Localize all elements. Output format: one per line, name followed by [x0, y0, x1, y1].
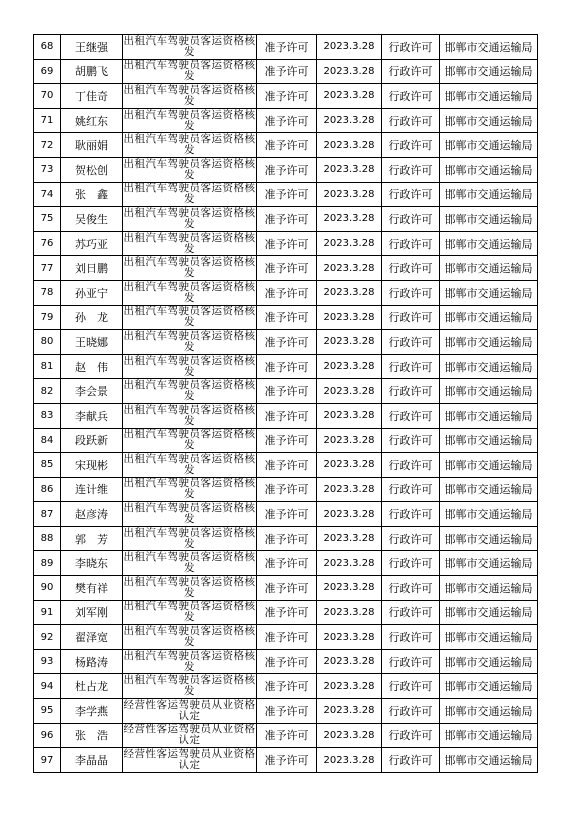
- decision-date-cell: 2023.3.28: [317, 207, 382, 232]
- authority-cell: 邯郸市交通运输局: [440, 133, 538, 158]
- category-cell: 行政许可: [382, 84, 440, 109]
- permit-item-cell: 出租汽车驾驶员客运资格核发: [123, 305, 256, 329]
- decision-type-cell: 准予许可: [257, 305, 317, 330]
- table-row: [34, 133, 538, 158]
- authority-cell: 邯郸市交通运输局: [440, 379, 538, 404]
- table-row: [34, 526, 538, 551]
- permit-item-cell: 出租汽车驾驶员客运资格核发: [123, 108, 256, 132]
- permit-item-cell: 出租汽车驾驶员客运资格核发: [123, 575, 256, 599]
- applicant-name-cell: 姚红东: [61, 108, 123, 133]
- permit-item-cell: 出租汽车驾驶员客运资格核发: [123, 157, 256, 181]
- permit-item-cell: 出租汽车驾驶员客运资格核发: [123, 600, 256, 624]
- row-number-cell: 82: [34, 379, 61, 404]
- row-number-cell: 84: [34, 428, 61, 453]
- category-cell: 行政许可: [382, 748, 440, 773]
- decision-date-cell: 2023.3.28: [317, 231, 382, 256]
- applicant-name-cell: 张 浩: [61, 723, 123, 748]
- authority-cell: 邯郸市交通运输局: [440, 453, 538, 478]
- authority-cell: 邯郸市交通运输局: [440, 108, 538, 133]
- decision-date-cell: 2023.3.28: [317, 35, 382, 60]
- authority-cell: 邯郸市交通运输局: [440, 35, 538, 60]
- category-cell: 行政许可: [382, 526, 440, 551]
- decision-type-cell: 准予许可: [257, 280, 317, 305]
- decision-date-cell: 2023.3.28: [317, 59, 382, 84]
- table-row: [34, 428, 538, 453]
- row-number-cell: 69: [34, 59, 61, 84]
- applicant-name-cell: 苏巧亚: [61, 231, 123, 256]
- decision-type-cell: 准予许可: [257, 428, 317, 453]
- applicant-name-cell: 樊有祥: [61, 576, 123, 601]
- permit-item-cell: 出租汽车驾驶员客运资格核发: [123, 231, 256, 255]
- decision-type-cell: 准予许可: [257, 748, 317, 773]
- applicant-name-cell: 宋现彬: [61, 453, 123, 478]
- category-cell: 行政许可: [382, 256, 440, 281]
- table-row: [34, 280, 538, 305]
- table-row: [34, 231, 538, 256]
- row-number-cell: 94: [34, 674, 61, 699]
- authority-cell: 邯郸市交通运输局: [440, 699, 538, 724]
- applicant-name-cell: 贺松创: [61, 157, 123, 182]
- applicant-name-cell: 刘军刚: [61, 600, 123, 625]
- category-cell: 行政许可: [382, 280, 440, 305]
- decision-type-cell: 准予许可: [257, 157, 317, 182]
- applicant-name-cell: 李晓东: [61, 551, 123, 576]
- decision-date-cell: 2023.3.28: [317, 576, 382, 601]
- authority-cell: 邯郸市交通运输局: [440, 403, 538, 428]
- category-cell: 行政许可: [382, 576, 440, 601]
- decision-type-cell: 准予许可: [257, 526, 317, 551]
- row-number-cell: 79: [34, 305, 61, 330]
- permit-item-cell: 出租汽车驾驶员客运资格核发: [123, 329, 256, 353]
- row-number-cell: 77: [34, 256, 61, 281]
- applicant-name-cell: 李晶晶: [61, 748, 123, 773]
- applicant-name-cell: 李会景: [61, 379, 123, 404]
- applicant-name-cell: 连计维: [61, 477, 123, 502]
- decision-type-cell: 准予许可: [257, 108, 317, 133]
- row-number-cell: 78: [34, 280, 61, 305]
- category-cell: 行政许可: [382, 699, 440, 724]
- decision-type-cell: 准予许可: [257, 649, 317, 674]
- authority-cell: 邯郸市交通运输局: [440, 502, 538, 527]
- decision-date-cell: 2023.3.28: [317, 403, 382, 428]
- decision-type-cell: 准予许可: [257, 330, 317, 355]
- row-number-cell: 80: [34, 330, 61, 355]
- decision-type-cell: 准予许可: [257, 600, 317, 625]
- decision-type-cell: 准予许可: [257, 576, 317, 601]
- authority-cell: 邯郸市交通运输局: [440, 723, 538, 748]
- decision-type-cell: 准予许可: [257, 207, 317, 232]
- decision-type-cell: 准予许可: [257, 403, 317, 428]
- table-row: [34, 748, 538, 773]
- decision-date-cell: 2023.3.28: [317, 428, 382, 453]
- authority-cell: 邯郸市交通运输局: [440, 428, 538, 453]
- table-row: [34, 453, 538, 478]
- decision-date-cell: 2023.3.28: [317, 330, 382, 355]
- category-cell: 行政许可: [382, 674, 440, 699]
- decision-type-cell: 准予许可: [257, 674, 317, 699]
- decision-type-cell: 准予许可: [257, 59, 317, 84]
- decision-date-cell: 2023.3.28: [317, 133, 382, 158]
- permit-item-cell: 出租汽车驾驶员客运资格核发: [123, 280, 256, 304]
- authority-cell: 邯郸市交通运输局: [440, 649, 538, 674]
- authority-cell: 邯郸市交通运输局: [440, 576, 538, 601]
- authority-cell: 邯郸市交通运输局: [440, 477, 538, 502]
- decision-date-cell: 2023.3.28: [317, 526, 382, 551]
- decision-date-cell: 2023.3.28: [317, 748, 382, 773]
- row-number-cell: 93: [34, 649, 61, 674]
- authority-cell: 邯郸市交通运输局: [440, 305, 538, 330]
- decision-type-cell: 准予许可: [257, 84, 317, 109]
- category-cell: 行政许可: [382, 477, 440, 502]
- authority-cell: 邯郸市交通运输局: [440, 182, 538, 207]
- applicant-name-cell: 吴俊生: [61, 207, 123, 232]
- permit-item-cell: 出租汽车驾驶员客运资格核发: [123, 452, 256, 476]
- decision-type-cell: 准予许可: [257, 625, 317, 650]
- row-number-cell: 97: [34, 748, 61, 773]
- applicant-name-cell: 丁佳奇: [61, 84, 123, 109]
- table-row: [34, 699, 538, 724]
- decision-date-cell: 2023.3.28: [317, 84, 382, 109]
- category-cell: 行政许可: [382, 403, 440, 428]
- table-row: [34, 379, 538, 404]
- permit-item-cell: 经营性客运驾驶员从业资格认定: [123, 698, 256, 722]
- permit-item-cell: 出租汽车驾驶员客运资格核发: [123, 34, 256, 58]
- applicant-name-cell: 王继强: [61, 35, 123, 60]
- authority-cell: 邯郸市交通运输局: [440, 330, 538, 355]
- table-row: [34, 649, 538, 674]
- decision-type-cell: 准予许可: [257, 35, 317, 60]
- applicant-name-cell: 耿丽娟: [61, 133, 123, 158]
- applicant-name-cell: 郭 芳: [61, 526, 123, 551]
- applicant-name-cell: 杜占龙: [61, 674, 123, 699]
- permit-list-sheet: [33, 34, 537, 773]
- row-number-cell: 73: [34, 157, 61, 182]
- row-number-cell: 85: [34, 453, 61, 478]
- permit-item-cell: 出租汽车驾驶员客运资格核发: [123, 674, 256, 698]
- permit-table-body: [34, 35, 538, 773]
- category-cell: 行政许可: [382, 354, 440, 379]
- authority-cell: 邯郸市交通运输局: [440, 256, 538, 281]
- category-cell: 行政许可: [382, 108, 440, 133]
- row-number-cell: 83: [34, 403, 61, 428]
- row-number-cell: 71: [34, 108, 61, 133]
- applicant-name-cell: 胡鹏飞: [61, 59, 123, 84]
- category-cell: 行政许可: [382, 207, 440, 232]
- table-row: [34, 576, 538, 601]
- table-row: [34, 256, 538, 281]
- decision-date-cell: 2023.3.28: [317, 453, 382, 478]
- row-number-cell: 90: [34, 576, 61, 601]
- category-cell: 行政许可: [382, 649, 440, 674]
- authority-cell: 邯郸市交通运输局: [440, 157, 538, 182]
- category-cell: 行政许可: [382, 182, 440, 207]
- category-cell: 行政许可: [382, 59, 440, 84]
- row-number-cell: 70: [34, 84, 61, 109]
- permit-item-cell: 经营性客运驾驶员从业资格认定: [123, 748, 256, 772]
- row-number-cell: 89: [34, 551, 61, 576]
- authority-cell: 邯郸市交通运输局: [440, 231, 538, 256]
- row-number-cell: 95: [34, 699, 61, 724]
- decision-type-cell: 准予许可: [257, 477, 317, 502]
- authority-cell: 邯郸市交通运输局: [440, 354, 538, 379]
- applicant-name-cell: 赵彦涛: [61, 502, 123, 527]
- category-cell: 行政许可: [382, 305, 440, 330]
- category-cell: 行政许可: [382, 625, 440, 650]
- decision-type-cell: 准予许可: [257, 354, 317, 379]
- authority-cell: 邯郸市交通运输局: [440, 748, 538, 773]
- table-row: [34, 477, 538, 502]
- table-row: [34, 108, 538, 133]
- applicant-name-cell: 翟泽宽: [61, 625, 123, 650]
- authority-cell: 邯郸市交通运输局: [440, 600, 538, 625]
- permit-item-cell: 出租汽车驾驶员客运资格核发: [123, 379, 256, 403]
- decision-date-cell: 2023.3.28: [317, 182, 382, 207]
- table-row: [34, 723, 538, 748]
- permit-item-cell: 出租汽车驾驶员客运资格核发: [123, 256, 256, 280]
- decision-type-cell: 准予许可: [257, 231, 317, 256]
- category-cell: 行政许可: [382, 428, 440, 453]
- decision-date-cell: 2023.3.28: [317, 674, 382, 699]
- authority-cell: 邯郸市交通运输局: [440, 59, 538, 84]
- table-row: [34, 354, 538, 379]
- table-row: [34, 84, 538, 109]
- table-row: [34, 182, 538, 207]
- row-number-cell: 68: [34, 35, 61, 60]
- authority-cell: 邯郸市交通运输局: [440, 526, 538, 551]
- decision-date-cell: 2023.3.28: [317, 354, 382, 379]
- decision-date-cell: 2023.3.28: [317, 649, 382, 674]
- row-number-cell: 75: [34, 207, 61, 232]
- authority-cell: 邯郸市交通运输局: [440, 625, 538, 650]
- decision-date-cell: 2023.3.28: [317, 699, 382, 724]
- permit-item-cell: 出租汽车驾驶员客运资格核发: [123, 59, 256, 83]
- category-cell: 行政许可: [382, 453, 440, 478]
- applicant-name-cell: 李献兵: [61, 403, 123, 428]
- decision-date-cell: 2023.3.28: [317, 280, 382, 305]
- authority-cell: 邯郸市交通运输局: [440, 551, 538, 576]
- decision-type-cell: 准予许可: [257, 133, 317, 158]
- table-row: [34, 330, 538, 355]
- permit-item-cell: 出租汽车驾驶员客运资格核发: [123, 502, 256, 526]
- authority-cell: 邯郸市交通运输局: [440, 674, 538, 699]
- permit-item-cell: 出租汽车驾驶员客运资格核发: [123, 182, 256, 206]
- table-row: [34, 305, 538, 330]
- decision-date-cell: 2023.3.28: [317, 723, 382, 748]
- decision-date-cell: 2023.3.28: [317, 256, 382, 281]
- category-cell: 行政许可: [382, 502, 440, 527]
- permit-item-cell: 出租汽车驾驶员客运资格核发: [123, 403, 256, 427]
- permit-item-cell: 出租汽车驾驶员客运资格核发: [123, 83, 256, 107]
- applicant-name-cell: 赵 伟: [61, 354, 123, 379]
- category-cell: 行政许可: [382, 157, 440, 182]
- category-cell: 行政许可: [382, 723, 440, 748]
- decision-date-cell: 2023.3.28: [317, 600, 382, 625]
- authority-cell: 邯郸市交通运输局: [440, 280, 538, 305]
- decision-date-cell: 2023.3.28: [317, 305, 382, 330]
- decision-date-cell: 2023.3.28: [317, 551, 382, 576]
- table-row: [34, 59, 538, 84]
- applicant-name-cell: 孙 龙: [61, 305, 123, 330]
- decision-type-cell: 准予许可: [257, 551, 317, 576]
- decision-type-cell: 准予许可: [257, 379, 317, 404]
- table-row: [34, 625, 538, 650]
- permit-item-cell: 出租汽车驾驶员客运资格核发: [123, 625, 256, 649]
- decision-type-cell: 准予许可: [257, 182, 317, 207]
- decision-type-cell: 准予许可: [257, 699, 317, 724]
- permit-item-cell: 出租汽车驾驶员客运资格核发: [123, 206, 256, 230]
- category-cell: 行政许可: [382, 551, 440, 576]
- row-number-cell: 72: [34, 133, 61, 158]
- category-cell: 行政许可: [382, 231, 440, 256]
- table-row: [34, 403, 538, 428]
- table-row: [34, 35, 538, 60]
- decision-date-cell: 2023.3.28: [317, 477, 382, 502]
- decision-type-cell: 准予许可: [257, 256, 317, 281]
- decision-date-cell: 2023.3.28: [317, 157, 382, 182]
- row-number-cell: 76: [34, 231, 61, 256]
- applicant-name-cell: 张 鑫: [61, 182, 123, 207]
- row-number-cell: 86: [34, 477, 61, 502]
- table-row: [34, 551, 538, 576]
- permit-item-cell: 出租汽车驾驶员客运资格核发: [123, 428, 256, 452]
- row-number-cell: 74: [34, 182, 61, 207]
- authority-cell: 邯郸市交通运输局: [440, 84, 538, 109]
- permit-item-cell: 出租汽车驾驶员客运资格核发: [123, 649, 256, 673]
- row-number-cell: 92: [34, 625, 61, 650]
- permit-item-cell: 出租汽车驾驶员客运资格核发: [123, 354, 256, 378]
- applicant-name-cell: 王晓娜: [61, 330, 123, 355]
- decision-date-cell: 2023.3.28: [317, 502, 382, 527]
- permit-table: [33, 34, 538, 773]
- category-cell: 行政许可: [382, 133, 440, 158]
- authority-cell: 邯郸市交通运输局: [440, 207, 538, 232]
- applicant-name-cell: 杨路涛: [61, 649, 123, 674]
- category-cell: 行政许可: [382, 330, 440, 355]
- permit-item-cell: 出租汽车驾驶员客运资格核发: [123, 526, 256, 550]
- table-row: [34, 502, 538, 527]
- table-row: [34, 157, 538, 182]
- table-row: [34, 674, 538, 699]
- applicant-name-cell: 孙亚宁: [61, 280, 123, 305]
- row-number-cell: 81: [34, 354, 61, 379]
- decision-type-cell: 准予许可: [257, 453, 317, 478]
- applicant-name-cell: 段跃新: [61, 428, 123, 453]
- decision-date-cell: 2023.3.28: [317, 625, 382, 650]
- decision-date-cell: 2023.3.28: [317, 379, 382, 404]
- decision-type-cell: 准予许可: [257, 502, 317, 527]
- applicant-name-cell: 李学燕: [61, 699, 123, 724]
- permit-item-cell: 经营性客运驾驶员从业资格认定: [123, 723, 256, 747]
- decision-date-cell: 2023.3.28: [317, 108, 382, 133]
- permit-item-cell: 出租汽车驾驶员客运资格核发: [123, 133, 256, 157]
- row-number-cell: 88: [34, 526, 61, 551]
- category-cell: 行政许可: [382, 600, 440, 625]
- applicant-name-cell: 刘日鹏: [61, 256, 123, 281]
- row-number-cell: 96: [34, 723, 61, 748]
- decision-type-cell: 准予许可: [257, 723, 317, 748]
- category-cell: 行政许可: [382, 379, 440, 404]
- permit-item-cell: 出租汽车驾驶员客运资格核发: [123, 551, 256, 575]
- category-cell: 行政许可: [382, 35, 440, 60]
- table-row: [34, 207, 538, 232]
- row-number-cell: 91: [34, 600, 61, 625]
- row-number-cell: 87: [34, 502, 61, 527]
- permit-item-cell: 出租汽车驾驶员客运资格核发: [123, 477, 256, 501]
- table-row: [34, 600, 538, 625]
